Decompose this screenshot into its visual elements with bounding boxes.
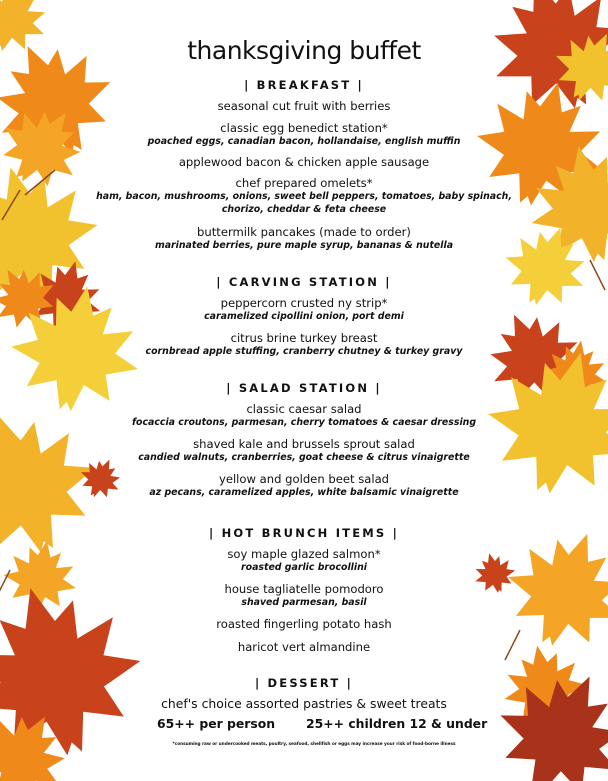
menu-item — [90, 121, 518, 148]
item-description: focaccia croutons, parmesan, cherry tomatoes & caesar dressing — [131, 417, 477, 428]
section-header-salad: | SALAD STATION | — [226, 381, 382, 395]
item-description: shaved parmesan, basil — [241, 597, 367, 608]
section-header-breakfast: | BREAKFAST | — [244, 78, 364, 92]
menu — [96, 0, 512, 781]
menu-item — [90, 402, 518, 429]
item-name: applewood bacon & chicken apple sausage — [178, 155, 430, 169]
item-description: candied walnuts, cranberries, goat cheese & citrus vinaigrette — [138, 452, 470, 463]
page-title: thanksgiving buffet — [187, 36, 421, 65]
adult-price: 65++ per person — [157, 716, 276, 731]
item-description: chorizo, cheddar & feta cheese — [221, 204, 387, 215]
item-name: soy maple glazed salmon* — [227, 547, 381, 561]
item-description: poached eggs, canadian bacon, hollandaise, english muffin — [147, 136, 461, 147]
item-description: caramelized cipollini onion, port demi — [204, 311, 404, 322]
item-name: yellow and golden beet salad — [218, 472, 390, 486]
item-name: citrus brine turkey breast — [230, 331, 378, 345]
item-name: peppercorn crusted ny strip* — [220, 296, 388, 310]
children-price: 25++ children 12 & under — [306, 716, 488, 731]
item-name: seasonal cut fruit with berries — [217, 99, 391, 113]
item-description: cornbread apple stuffing, cranberry chutney & turkey gravy — [145, 346, 463, 357]
menu-item — [90, 296, 518, 323]
item-description: az pecans, caramelized apples, white balsamic vinaigrette — [149, 487, 459, 498]
item-name: classic egg benedict station* — [220, 121, 388, 135]
menu-item — [90, 155, 518, 169]
section-header-hot-brunch: | HOT BRUNCH ITEMS | — [208, 526, 399, 540]
menu-item — [90, 472, 518, 499]
menu-item — [90, 225, 518, 252]
menu-item — [90, 176, 518, 216]
item-name: roasted fingerling potato hash — [216, 617, 392, 631]
menu-item — [90, 617, 518, 631]
menu-item — [90, 437, 518, 464]
item-name: house tagliatelle pomodoro — [224, 582, 384, 596]
section-header-carving: | CARVING STATION | — [216, 275, 392, 289]
item-name: haricot vert almandine — [237, 640, 371, 654]
item-description: ham, bacon, mushrooms, onions, sweet bell peppers, tomatoes, baby spinach, — [96, 191, 512, 202]
item-description: roasted garlic brocollini — [241, 562, 367, 573]
menu-item — [90, 697, 518, 711]
section-header-dessert: | DESSERT | — [254, 676, 354, 690]
menu-item — [90, 547, 518, 574]
item-name: shaved kale and brussels sprout salad — [193, 437, 415, 451]
item-name: chef prepared omelets* — [235, 176, 373, 190]
menu-item — [90, 99, 518, 113]
item-description: marinated berries, pure maple syrup, bananas & nutella — [154, 240, 454, 251]
item-name: buttermilk pancakes (made to order) — [197, 225, 411, 239]
item-name: chef's choice assorted pastries & sweet treats — [161, 696, 447, 711]
menu-item — [90, 582, 518, 609]
footnote: *consuming raw or undercooked meats, poultry, seafood, shellfish or eggs may increase your risk of food-borne illness — [172, 742, 456, 747]
item-name: classic caesar salad — [246, 402, 362, 416]
menu-item — [90, 331, 518, 358]
menu-item — [90, 640, 518, 654]
